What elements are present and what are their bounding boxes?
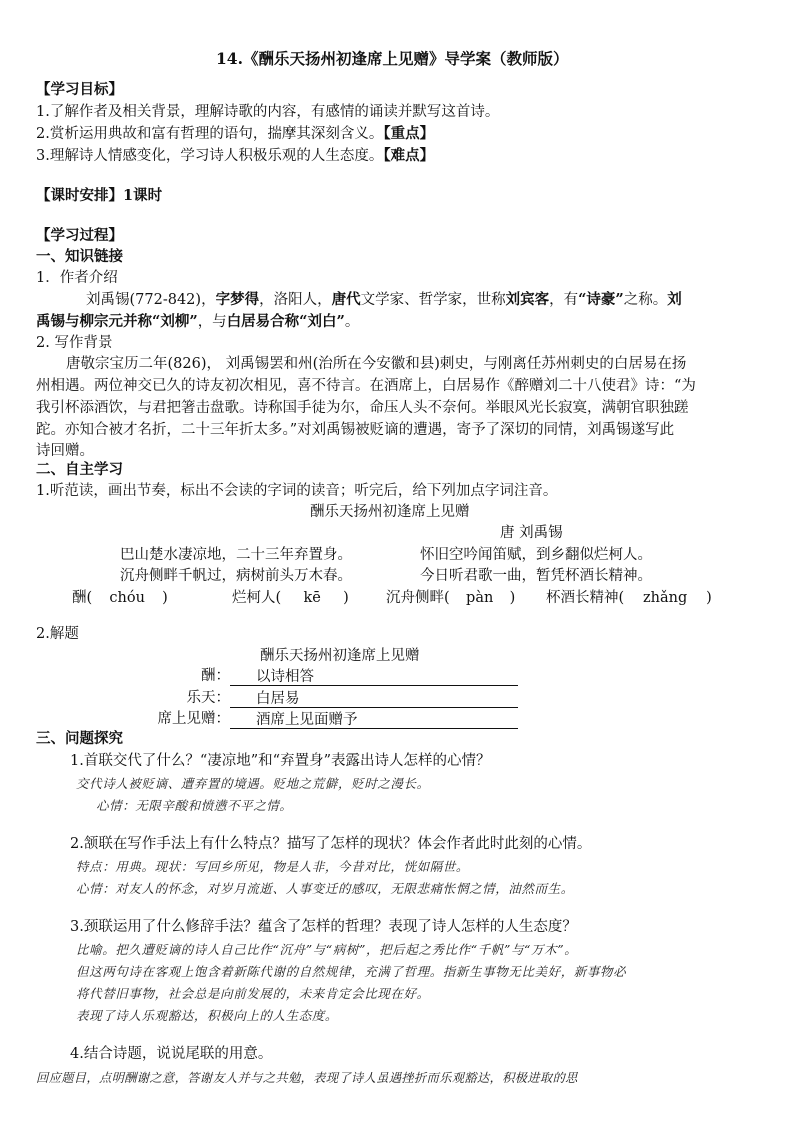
- explain-term: 酬：: [201, 668, 230, 684]
- key-point-tag: 【重点】: [383, 125, 435, 142]
- schedule-value: 1课时: [123, 187, 163, 204]
- process-heading: 【学习过程】: [36, 227, 123, 244]
- pinyin-word: 酬(: [72, 590, 93, 606]
- explain-title: 酬乐天扬州初逢席上见赠: [260, 648, 420, 664]
- author-text: 刘禹锡(772-842)，: [86, 292, 216, 308]
- explain-answer-line: [230, 689, 518, 708]
- inquiry-q2: 2.颔联在写作手法上有什么特点？描写了怎样的现状？体会作者此时此刻的心情。: [70, 836, 592, 852]
- background-line: 州相遇。两位神交已久的诗友初次相见，喜不待言。在酒席上，白居易作《醉赠刘二十八使君》诗：“为: [36, 378, 696, 394]
- poem-title: 酬乐天扬州初逢席上见赠: [310, 504, 470, 520]
- explain-row: [194, 666, 518, 686]
- inquiry-answer: 比喻。把久遭贬谪的诗人自己比作“沉舟”与“病树”，把后起之秀比作“千帆”与“万木”。: [76, 942, 578, 957]
- explain-answer-line: [230, 710, 518, 729]
- author-liu-liu: 禹锡与柳宗元并称“刘柳”: [36, 313, 198, 330]
- self-study-q1: 1.听范读，画出节奏，标出不会读的字词的读音；听完后，给下列加点字词注音。: [36, 483, 558, 499]
- explain-answer: 酒席上见面赠予: [256, 712, 358, 728]
- pinyin-bracket: ): [162, 590, 168, 606]
- objective-2: [36, 124, 434, 144]
- inquiry-answer: 交代诗人被贬谪、遭弃置的境遇。贬地之荒僻，贬时之漫长。: [76, 776, 430, 791]
- explain-term: 乐天：: [186, 690, 230, 706]
- author-title: 刘宾客: [505, 291, 550, 308]
- inquiry-answer: 特点：用典。现状：写回乡所见，物是人非，今昔对比，恍如隔世。: [76, 859, 470, 874]
- pinyin-bracket: ): [343, 590, 349, 606]
- pinyin-bracket: ): [509, 590, 516, 606]
- author-liu-bai: 白居易合称“刘白”: [226, 313, 345, 330]
- inquiry-q4: 4.结合诗题，说说尾联的用意。: [70, 1046, 273, 1062]
- pinyin-answer: zhǎng: [643, 590, 688, 606]
- author-heading: 1．作者介绍: [36, 270, 118, 286]
- author-text: 之称。: [623, 292, 668, 308]
- author-courtesy-name: 字梦得: [215, 291, 260, 308]
- author-dynasty: 唐代: [331, 291, 361, 308]
- objective-1: 1.了解作者及相关背景，理解诗歌的内容，有感情的诵读并默写这首诗。: [36, 104, 500, 120]
- explain-row: [150, 709, 518, 729]
- explain-row: [180, 688, 518, 708]
- background-line: 诗回赠。: [36, 443, 94, 459]
- poem-line: 怀旧空吟闻笛赋，到乡翻似烂柯人。: [420, 547, 652, 563]
- explain-answer-line: [230, 667, 518, 686]
- pinyin-answer: kē: [303, 590, 321, 606]
- inquiry-answer: 表现了诗人乐观豁达，积极向上的人生态度。: [76, 1008, 339, 1023]
- objective-3: [36, 146, 434, 166]
- poem-line: 巴山楚水凄凉地，二十三年弃置身。: [120, 547, 352, 563]
- objectives-heading: 【学习目标】: [36, 81, 123, 98]
- author-text: 刘: [667, 291, 682, 308]
- self-study-q2: 2.解题: [36, 626, 79, 642]
- inquiry-answer: 将代替旧事物，社会总是向前发展的，未来肯定会比现在好。: [76, 986, 430, 1001]
- schedule: [36, 186, 162, 206]
- author-intro-line-1: [86, 290, 682, 310]
- inquiry-q3: 3.颈联运用了什么修辞手法？蕴含了怎样的哲理？表现了诗人怎样的人生态度？: [70, 919, 577, 935]
- background-line: 我引杯添酒饮，与君把箸击盘歌。诗称国手徒为尔，命压人头不奈何。举眼风光长寂寞，满朝官职独蹉: [36, 400, 689, 416]
- inquiry-answer: 心情：对友人的怀念，对岁月流逝、人事变迁的感叹，无限悲痛怅惘之情，油然而生。: [76, 881, 574, 896]
- explain-term: 席上见赠：: [157, 711, 230, 727]
- difficulty-tag: 【难点】: [383, 147, 435, 164]
- page-title: 14.《酬乐天扬州初逢席上见赠》导学案（教师版）: [216, 49, 569, 68]
- part3-heading: 三、问题探究: [36, 730, 123, 747]
- pinyin-item: [72, 588, 168, 608]
- part2-heading: 二、自主学习: [36, 461, 123, 478]
- author-text: ，洛阳人，: [259, 292, 332, 308]
- inquiry-answer: 但这两句诗在客观上饱含着新陈代谢的自然规律，充满了哲理。指新生事物无比美好，新事物必: [76, 964, 627, 979]
- pinyin-item: [232, 588, 349, 608]
- pinyin-bracket: ): [706, 590, 712, 606]
- pinyin-item: [546, 588, 712, 608]
- pinyin-answer: chóu: [109, 590, 145, 606]
- poem-line: 今日听君歌一曲，暂凭杯酒长精神。: [420, 568, 652, 584]
- author-text: ，与: [197, 314, 227, 330]
- inquiry-q1: 1.首联交代了什么？“凄凉地”和“弃置身”表露出诗人怎样的心情？: [70, 753, 491, 769]
- inquiry-answer: 心情：无限辛酸和愤懑不平之情。: [96, 798, 293, 813]
- pinyin-answer: pàn: [466, 590, 494, 606]
- pinyin-item: [386, 588, 515, 608]
- schedule-heading: 【课时安排】: [36, 187, 123, 204]
- objective-2-text: 2.赏析运用典故和富有哲理的语句，揣摩其深刻含义。: [36, 126, 384, 142]
- inquiry-answer: 回应题目，点明酬谢之意，答谢友人并与之共勉，表现了诗人虽遇挫折而乐观豁达，积极进取的思: [36, 1071, 578, 1085]
- pinyin-word: 杯酒长精神(: [546, 590, 625, 606]
- author-intro-line-2: [36, 312, 359, 332]
- part1-heading: 一、知识链接: [36, 248, 123, 265]
- author-nickname: “诗豪”: [578, 291, 624, 308]
- author-text: 文学家、哲学家，世称: [360, 292, 506, 308]
- pinyin-word: 沉舟侧畔(: [386, 590, 450, 606]
- background-heading: 2. 写作背景: [36, 335, 113, 351]
- background-line: 跎。亦知合被才名折，二十三年折太多。”对刘禹锡被贬谪的遭遇，寄予了深切的同情，刘禹锡遂写此: [36, 422, 675, 438]
- author-text: 。: [344, 314, 360, 330]
- explain-answer: 以诗相答: [256, 669, 314, 685]
- author-text: ，有: [549, 292, 579, 308]
- poem-line: 沉舟侧畔千帆过，病树前头万木春。: [120, 568, 352, 584]
- background-line: 唐敬宗宝历二年(826)， 刘禹锡罢和州(治所在今安徽和县)刺史，与刚离任苏州刺史的白居易在扬: [66, 356, 687, 372]
- pinyin-word: 烂柯人(: [232, 590, 282, 606]
- poem-author: 唐 刘禹锡: [500, 525, 563, 541]
- objective-3-text: 3.理解诗人情感变化，学习诗人积极乐观的人生态度。: [36, 148, 384, 164]
- explain-answer: 白居易: [256, 691, 300, 707]
